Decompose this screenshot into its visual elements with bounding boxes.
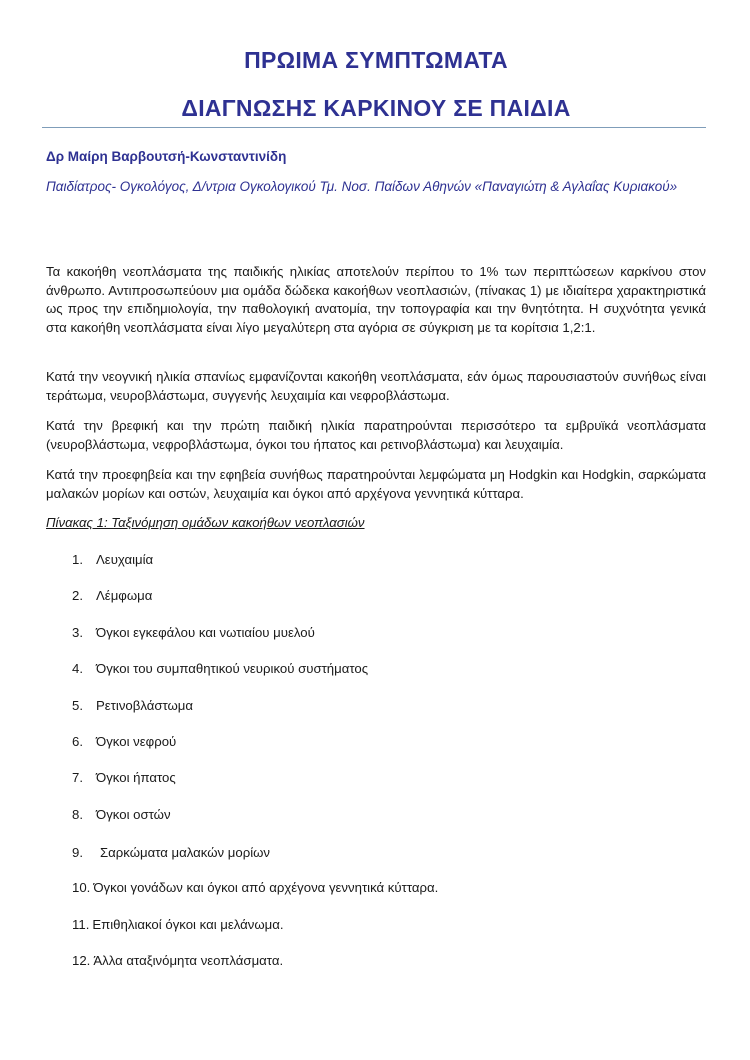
list-item [72, 625, 315, 640]
list-number: 6. [72, 734, 83, 749]
list-number: 11. [72, 917, 90, 932]
list-number: 12. [72, 953, 91, 968]
list-item [72, 552, 153, 567]
title-line-2: ΔΙΑΓΝΩΣΗΣ ΚΑΡΚΙΝΟΥ ΣΕ ΠΑΙΔΙΑ [181, 95, 571, 121]
list-number: 2. [72, 588, 83, 603]
list-text: Όγκοι νεφρού [96, 734, 177, 749]
title-line-1: ΠΡΩΙΜΑ ΣΥΜΠΤΩΜΑΤΑ [244, 47, 508, 73]
list-item [72, 734, 176, 749]
list-item [72, 661, 368, 676]
list-number: 7. [72, 770, 83, 785]
list-item [72, 880, 438, 895]
list-item [72, 953, 283, 968]
table-caption: Πίνακας 1: Ταξινόμηση ομάδων κακοήθων νεοπλασιών [46, 515, 365, 530]
list-text: Όγκοι εγκεφάλου και νωτιαίου μυελού [96, 625, 315, 640]
list-number: 1. [72, 552, 83, 567]
paragraph-infancy: Κατά την βρεφική και την πρώτη παιδική ηλικία παρατηρούνται περισσότερο τα εμβρυϊκά νεοπλάσματα (νευροβλάστωμα, νεφροβλάστωμα, όγκοι του ήπατος και ρετινοβλάστωμα) και λευχαιμία. [46, 418, 706, 452]
list-number: 8. [72, 807, 83, 822]
list-item [72, 588, 152, 603]
list-text: Σαρκώματα μαλακών μορίων [100, 845, 271, 860]
list-item [72, 845, 270, 860]
list-text: Όγκοι του συμπαθητικού νευρικού συστήματος [96, 661, 369, 676]
list-item [72, 807, 171, 822]
list-number: 3. [72, 625, 83, 640]
author-affiliation: Παιδίατρος- Ογκολόγος, Δ/ντρια Ογκολογικού Τμ. Νοσ. Παίδων Αθηνών «Παναγιώτη & Αγλαΐας Κυριακού» [46, 179, 678, 194]
list-number: 10. [72, 880, 91, 895]
paragraph-adolescence: Κατά την προεφηβεία και την εφηβεία συνήθως παρατηρούνται λεμφώματα μη Hodgkin και Hodgkin, σαρκώματα μαλακών μορίων και οστών, λευχαιμία και όγκοι από αρχέγονα γεννητικά κύτταρα. [46, 467, 706, 501]
list-number: 5. [72, 698, 83, 713]
paragraph-intro: Τα κακοήθη νεοπλάσματα της παιδικής ηλικίας αποτελούν περίπου το 1% των περιπτώσεων καρκίνου στον άνθρωπο. Αντιπροσωπεύουν μια ομάδα δώδεκα κακοήθων νεοπλασιών, (πίνακας 1) με ιδιαίτερα χαρακτηριστικά ως προς την επιδημιολογία, την παθολογική ανατομία, την τοπογραφία και την θνητότητα. Η συχνότητα γενικά στα κακοήθη νεοπλάσματα είναι λίγο μεγαλύτερη στα αγόρια σε σύγκριση με τα κορίτσια 1,2:1. [46, 264, 706, 335]
list-text: Επιθηλιακοί όγκοι και μελάνωμα. [92, 917, 284, 932]
list-text: Όγκοι ήπατος [96, 770, 176, 785]
author-name: Δρ Μαίρη Βαρβουτσή-Κωνσταντινίδη [46, 149, 287, 164]
paragraph-neonatal: Κατά την νεογνική ηλικία σπανίως εμφανίζονται κακοήθη νεοπλάσματα, εάν όμως παρουσιαστούν συνήθως είναι τεράτωμα, νευροβλάστωμα, συγγενής λευχαιμία και νεφροβλάστωμα. [46, 369, 706, 403]
list-text: Όγκοι οστών [96, 807, 171, 822]
title-divider [42, 127, 706, 128]
list-text: Ρετινοβλάστωμα [96, 698, 194, 713]
list-number: 9. [72, 845, 83, 860]
list-text: Όγκοι γονάδων και όγκοι από αρχέγονα γεννητικά κύτταρα. [93, 880, 439, 895]
list-item [72, 698, 193, 713]
list-number: 4. [72, 661, 83, 676]
list-text: Άλλα αταξινόμητα νεοπλάσματα. [93, 953, 284, 968]
list-text: Λευχαιμία [96, 552, 154, 567]
list-item [72, 917, 284, 932]
list-item [72, 770, 176, 785]
list-text: Λέμφωμα [96, 588, 153, 603]
